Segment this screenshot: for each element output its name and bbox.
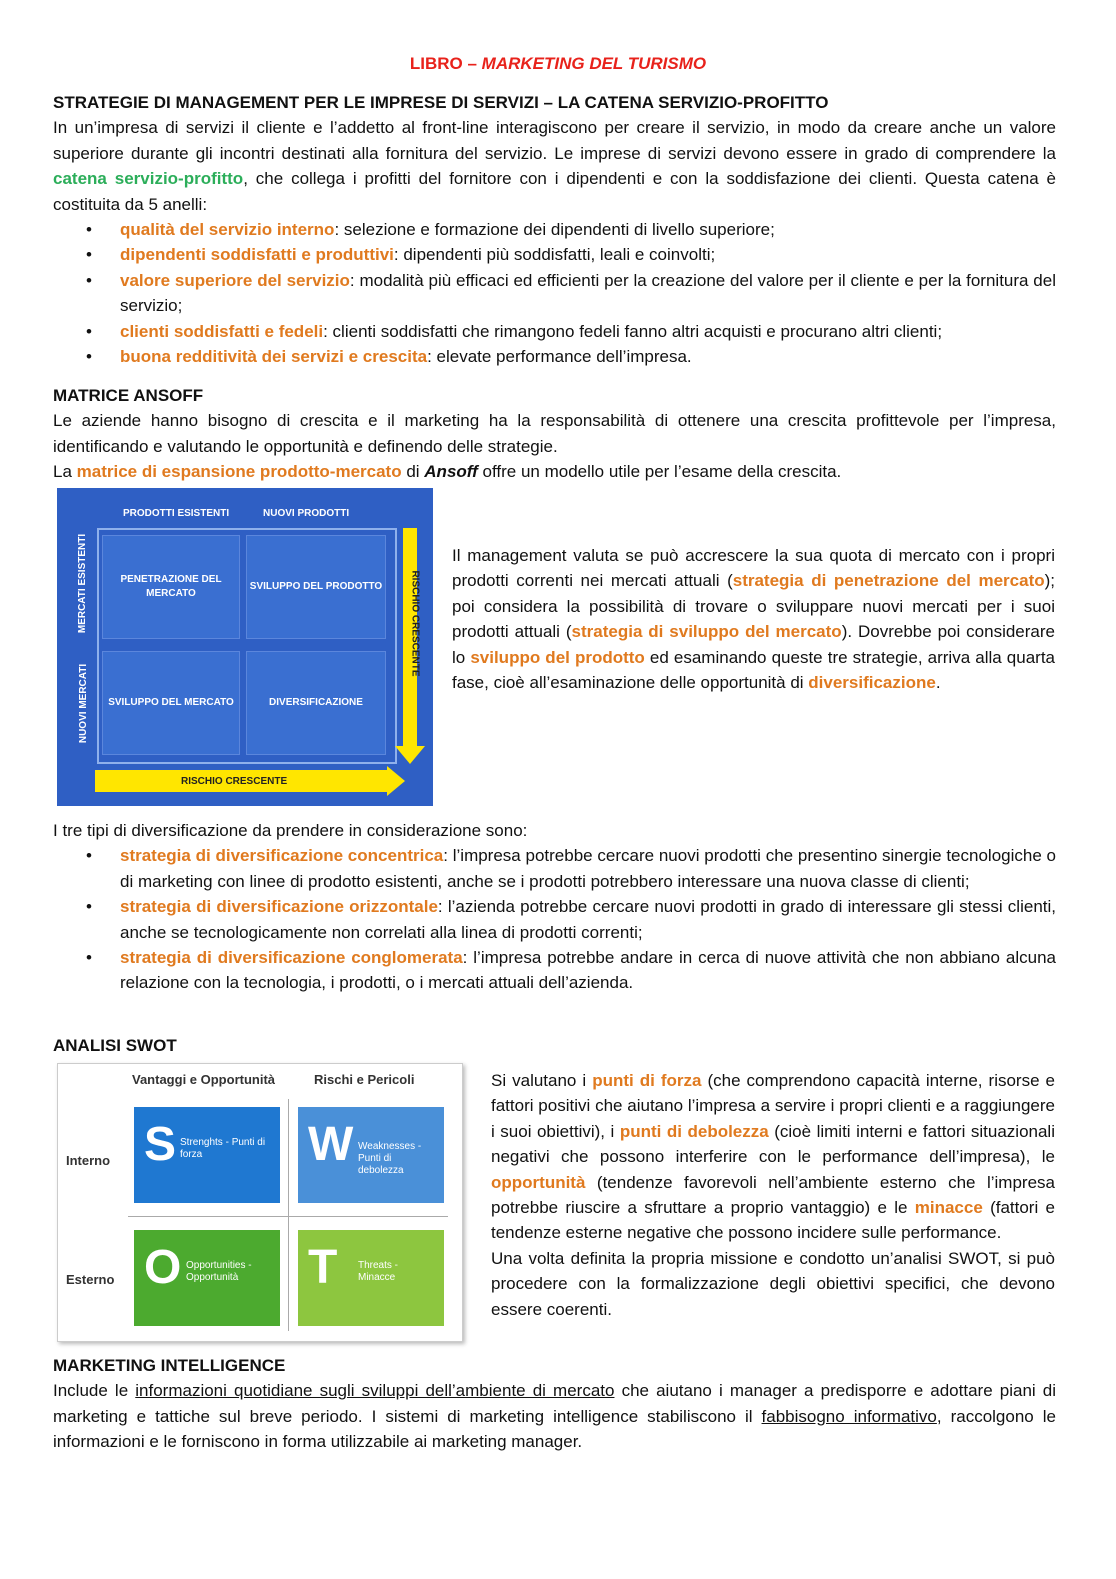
paragraph: La matrice di espansione prodotto-mercato di Ansoff offre un modello utile per l’esame della crescita. <box>53 462 842 482</box>
list-item: • valore superiore del servizio: modalità più efficaci ed efficienti per la creazione del valore per il cliente e per la fornitura del servizio; <box>53 268 1056 319</box>
risk-label-horizontal: RISCHIO CRESCENTE <box>181 776 288 787</box>
bullet-list <box>53 217 1056 369</box>
list-item: • buona redditività dei servizi e crescita: elevate performance dell’impresa. <box>53 344 1056 369</box>
document-title: LIBRO – MARKETING DEL TURISMO <box>409 54 707 73</box>
matrix-cell: SVILUPPO DEL MERCATO <box>102 651 240 755</box>
ansoff-matrix-figure <box>57 488 433 806</box>
row-label: MERCATI ESISTENTI <box>77 533 89 634</box>
divider <box>128 1216 448 1217</box>
swot-tile-w: W Weaknesses - Punti di debolezza <box>298 1107 444 1203</box>
col-label: NUOVI PRODOTTI <box>263 508 350 519</box>
divider <box>288 1099 289 1331</box>
section-heading: MATRICE ANSOFF <box>53 386 204 405</box>
diversification-section <box>53 818 1056 996</box>
list-item: • qualità del servizio interno: selezione e formazione dei dipendenti di livello superiore; <box>53 217 1056 242</box>
arrow-head-down-icon <box>395 746 425 764</box>
matrix-cell: DIVERSIFICAZIONE <box>246 651 386 755</box>
ansoff-description: Il management valuta se può accrescere la sua quota di mercato con i propri prodotti correnti nei mercati attuali (strategia di penetrazione del mercato); poi considera la possibilità di trovare o sviluppare nuovi mercati per i suoi prodotti attuali (strategia di sviluppo del mercato). Dovrebbe poi considerare lo sviluppo del prodotto ed esaminando queste tre strategie, arriva alla quarta fase, cioè all’esaminazione delle opportunità di diversificazione. <box>452 546 1055 693</box>
list-item: • clienti soddisfatti e fedeli: clienti soddisfatti che rimangono fedeli fanno altri acquisti e procurano altri clienti; <box>53 319 1056 344</box>
paragraph: I tre tipi di diversificazione da prendere in considerazione sono: <box>53 821 528 840</box>
paragraph: Si valutano i punti di forza (che comprendono capacità interne, risorse e fattori positivi che aiutano l’impresa a servire i propri clienti e a raggiungere i suoi obiettivi), i punti di debolezza (cioè limiti interni e fattori situazionali negativi che possono interferire con le performance dell’impresa), le opportunità (tendenze favorevoli nell’ambiente esterno che l’impresa potrebbe riuscire a sfruttare a proprio vantaggio) e le minacce (fattori e tendenze esterne negative che possono incidere sulle performance. <box>491 1071 1055 1243</box>
list-item: • strategia di diversificazione orizzontale: l’azienda potrebbe cercare nuovi prodotti in grado di interessare gli stessi clienti, anche se tecnologicamente non correlati alla linea di prodotti correnti; <box>53 894 1056 945</box>
matrix-cell: SVILUPPO DEL PRODOTTO <box>246 535 386 639</box>
section-marketing-intelligence <box>53 1353 1056 1455</box>
list-item: • dipendenti soddisfatti e produttivi: dipendenti più soddisfatti, leali e coinvolti; <box>53 242 1056 267</box>
paragraph: In un’impresa di servizi il cliente e l’addetto al front-line interagiscono per creare il servizio, in modo da creare anche un valore superiore durante gli incontri destinati alla fornitura del servizio. Le imprese di servizi devono essere in grado di comprendere la catena servizio-profitto, che collega i profitti del fornitore con i dipendenti e con la soddisfazione dei clienti. Questa catena è costituita da 5 anelli: <box>53 118 1056 214</box>
col-label: Rischi e Pericoli <box>314 1072 415 1087</box>
list-item: • strategia di diversificazione concentrica: l’impresa potrebbe cercare nuovi prodotti che presentino sinergie tecnologiche o di marketing con linee di prodotto esistenti, anche se i prodotti potrebbero interessare una nuova classe di clienti; <box>53 843 1056 894</box>
arrow-head-right-icon <box>387 766 405 796</box>
section-ansoff <box>53 383 1056 485</box>
section-heading: ANALISI SWOT <box>53 1036 177 1055</box>
swot-tile-t: T Threats - Minacce <box>298 1230 444 1326</box>
row-label: Interno <box>66 1153 111 1168</box>
section-service-profit-chain <box>53 90 1056 369</box>
row-label: Esterno <box>66 1272 115 1287</box>
bullet-list <box>53 843 1056 995</box>
swot-tile-s: S Strenghts - Punti di forza <box>134 1107 280 1203</box>
col-label: PRODOTTI ESISTENTI <box>123 508 230 519</box>
list-item: • strategia di diversificazione conglomerata: l’impresa potrebbe andare in cerca di nuove attività che non abbiano alcuna relazione con la tecnologia, i prodotti, o i mercati attuali dell’azienda. <box>53 945 1056 996</box>
row-label: NUOVI MERCATI <box>78 663 90 744</box>
paragraph: Include le informazioni quotidiane sugli sviluppi dell’ambiente di mercato che aiutano i manager a predisporre e adottare piani di marketing e tattiche sul breve periodo. I sistemi di marketing intelligence stabiliscono il fabbisogno informativo, raccolgono le informazioni e le forniscono in forma utilizzabile ai marketing manager. <box>53 1381 1057 1452</box>
paragraph: Una volta definita la propria missione e condotto un’analisi SWOT, si può procedere con la formalizzazione degli obiettivi specifici, che devono essere coerenti. <box>491 1248 1055 1319</box>
swot-description <box>491 1068 1055 1322</box>
matrix-cell: PENETRAZIONE DEL MERCATO <box>102 535 240 639</box>
risk-label-vertical: RISCHIO CRESCENTE <box>409 570 421 677</box>
col-label: Vantaggi e Opportunità <box>132 1072 276 1087</box>
swot-figure <box>57 1063 463 1342</box>
section-heading: STRATEGIE DI MANAGEMENT PER LE IMPRESE DI SERVIZI – LA CATENA SERVIZIO-PROFITTO <box>53 93 829 112</box>
section-heading: MARKETING INTELLIGENCE <box>53 1356 286 1375</box>
swot-tile-o: O Opportunities - Opportunità <box>134 1230 280 1326</box>
paragraph: Le aziende hanno bisogno di crescita e il marketing ha la responsabilità di ottenere una crescita profittevole per l’impresa, identificando e valutando le opportunità e definendo delle strategie. <box>53 411 1056 456</box>
